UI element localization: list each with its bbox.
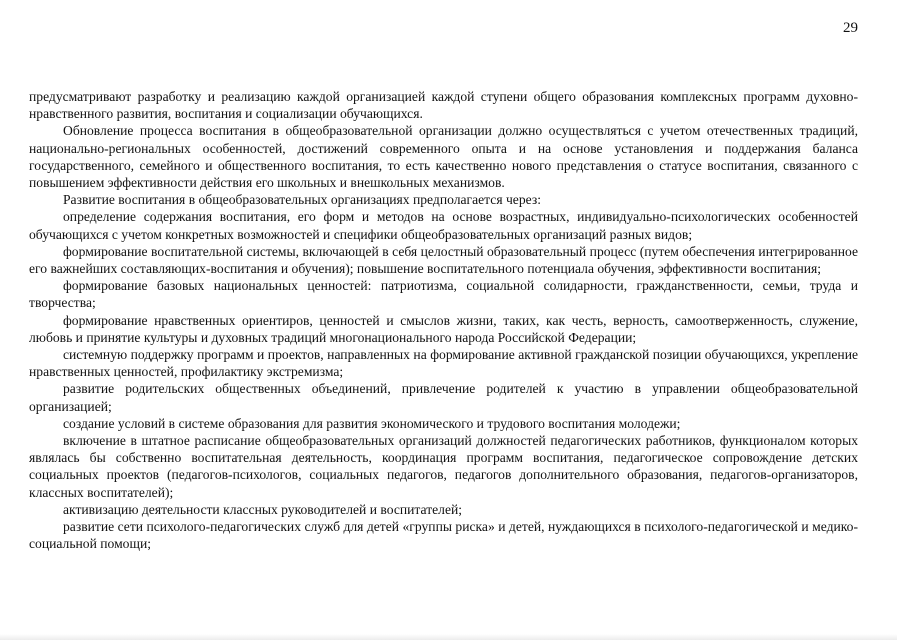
scan-edge-shadow (0, 634, 897, 640)
list-item-program-support: системную поддержку программ и проектов, направленных на формирование активной гражданской позиции обучающихся, укрепление нравственных ценностей, профилактику экстремизма; (29, 347, 858, 380)
list-item-national-values: формирование базовых национальных ценностей: патриотизма, социальной солидарности, гражданственности, семьи, труда и творчества; (29, 278, 858, 311)
list-item-staff-positions: включение в штатное расписание общеобразовательных организаций должностей педагогических работников, функционалом которых являлась бы собственно воспитательная деятельность, координация программ воспитания, педагогическое сопровождение детских социальных проектов (педагогов-психологов, социальных педагогов, педагогов дополнительного образования, педагогов-организаторов, классных воспитателей); (29, 433, 858, 500)
list-item-class-teachers: активизацию деятельности классных руководителей и воспитателей; (63, 501, 463, 517)
list-item-parent-associations: развитие родительских общественных объединений, привлечение родителей к участию в управлении общеобразовательной организацией; (29, 381, 858, 414)
list-item-moral-guidelines: формирование нравственных ориентиров, ценностей и смыслов жизни, таких, как честь, верность, самоотверженность, служение, любовь и принятие культуры и духовных традиций многонационального народа Российской Федерации; (29, 312, 858, 345)
list-item-content-definition: определение содержания воспитания, его форм и методов на основе возрастных, индивидуально-психологических особенностей обучающихся с учетом конкретных возможностей и специфики общеобразовательных организаций разных видов; (29, 209, 858, 242)
list-item-educational-system: формирование воспитательной системы, включающей в себя целостный образовательный процесс (путем обеспечения интегрированное его важнейших составляющих-воспитания и обучения); повышение воспитательного потенциала обучения, эффективности воспитания; (29, 243, 858, 277)
list-item-psychological-services: развитие сети психолого-педагогических служб для детей «группы риска» и детей, нуждающихся в психолого-педагогической и медико-социальной помощи; (29, 519, 858, 552)
page-number: 29 (843, 20, 858, 36)
paragraph-continuation: предусматривают разработку и реализацию каждой организацией каждой ступени общего образования комплексных программ духовно- нравственного развития, воспитания и социализации обучающихся. (29, 89, 858, 122)
body-text (29, 88, 858, 552)
paragraph-update-process: Обновление процесса воспитания в общеобразовательной организации должно осуществляться с учетом отечественных традиций, национально-региональных особенностей, достижений современного опыта и на основе установления и поддержания баланса государственного, семейного и общественного воспитания, то есть качественно нового представления о статусе воспитания, связанного с повышением эффективности действия его школьных и внешкольных механизмов. (29, 123, 858, 191)
list-item-economic-education: создание условий в системе образования для развития экономического и трудового воспитания молодежи; (63, 415, 681, 431)
paragraph-development-intro: Развитие воспитания в общеобразовательных организациях предполагается через: (63, 192, 541, 208)
